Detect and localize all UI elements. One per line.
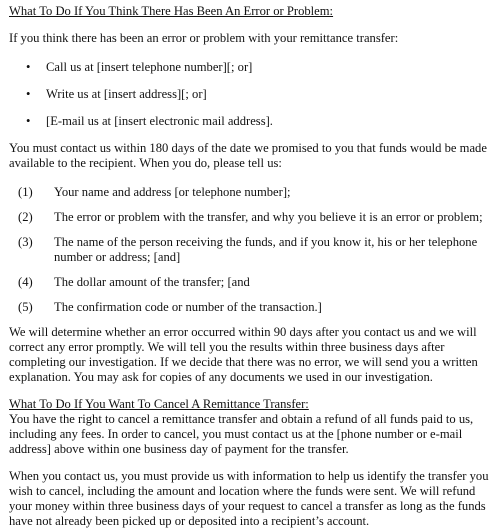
contact-method-mail: Write us at [insert address][; or] [46, 87, 207, 101]
item-text: The dollar amount of the transfer; [and [54, 275, 250, 289]
cancel-refund-paragraph: When you contact us, you must provide us with information to help us identify the transfer you wish to cancel, including the amount and location where the funds were sent. We will refund your money within three business days of your request to cancel a transfer as long as the funds have not already been picked up or deposited into a recipient’s account. [9, 469, 489, 528]
document [9, 4, 495, 529]
list-item [9, 210, 495, 225]
bullet-icon: • [26, 114, 31, 128]
item-number: (1) [18, 185, 33, 199]
list-item [9, 235, 495, 265]
item-text: The error or problem with the transfer, and why you believe it is an error or problem; [54, 210, 483, 224]
investigation-paragraph: We will determine whether an error occurred within 90 days after you contact us and we will correct any error promptly. We will tell you the results within three business days after completing our investigation. If we decide that there was no error, we will send you a written explanation. You may ask for copies of any documents we used in our investigation. [9, 325, 478, 384]
list-item [9, 87, 495, 102]
contact-method-phone: Call us at [insert telephone number][; or] [46, 60, 253, 74]
item-number: (3) [18, 235, 33, 249]
deadline-paragraph: You must contact us within 180 days of the date we promised to you that funds would be made available to the recipient. When you do, please tell us: [9, 141, 487, 170]
item-text: The name of the person receiving the funds, and if you know it, his or her telephone number or address; [and] [54, 235, 478, 264]
list-item [9, 300, 495, 315]
item-text: The confirmation code or number of the transaction.] [54, 300, 322, 314]
item-number: (2) [18, 210, 33, 224]
list-item [9, 60, 495, 75]
list-item [9, 185, 495, 200]
item-number: (5) [18, 300, 33, 314]
item-text: Your name and address [or telephone number]; [54, 185, 291, 199]
cancel-rights-paragraph: You have the right to cancel a remittance transfer and obtain a refund of all funds paid to us, including any fees. In order to cancel, you must contact us at the [phone number or e-mail address] above within one business day of payment for the transfer. [9, 412, 474, 456]
contact-methods-list [9, 60, 495, 129]
list-item [9, 275, 495, 290]
required-info-list [9, 185, 495, 315]
bullet-icon: • [26, 60, 31, 74]
contact-method-email: [E-mail us at [insert electronic mail address]. [46, 114, 273, 128]
cancel-section-heading: What To Do If You Want To Cancel A Remittance Transfer: [9, 397, 309, 411]
item-number: (4) [18, 275, 33, 289]
list-item [9, 114, 495, 129]
error-section-heading: What To Do If You Think There Has Been An Error or Problem: [9, 4, 334, 18]
bullet-icon: • [26, 87, 31, 101]
error-intro: If you think there has been an error or problem with your remittance transfer: [9, 31, 399, 45]
